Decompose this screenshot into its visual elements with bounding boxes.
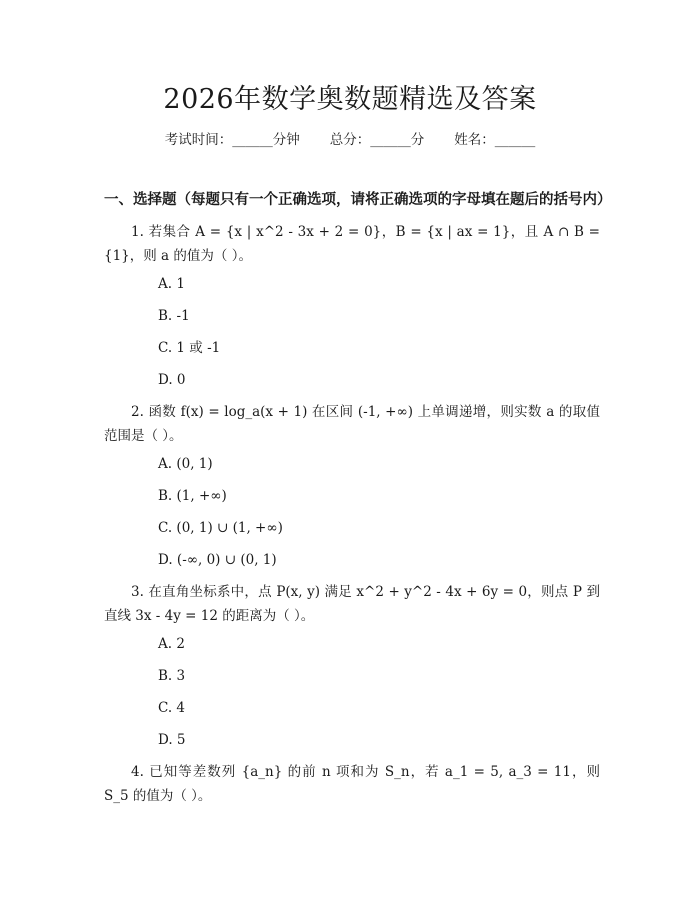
total-score	[330, 130, 425, 150]
q2-option-c: C. (0, 1) ∪ (1, +∞)	[158, 520, 283, 536]
student-name-blank: ______	[494, 132, 536, 148]
exam-meta	[0, 130, 700, 150]
total-score-blank: ______分	[370, 132, 425, 148]
q1-option-b: B. -1	[158, 308, 190, 324]
q3-option-d: D. 5	[158, 732, 186, 748]
student-name-label: 姓名：	[454, 132, 495, 148]
q2-option-a: A. (0, 1)	[158, 456, 213, 472]
question-1: 1. 若集合 A = {x | x^2 - 3x + 2 = 0}，B = {x | ax = 1}，且 A ∩ B = {1}，则 a 的值为（ ）。	[104, 224, 600, 264]
exam-time-blank: ______分钟	[232, 132, 300, 148]
exam-time-label: 考试时间：	[164, 132, 233, 148]
q2-option-b: B. (1, +∞)	[158, 488, 227, 504]
q1-option-a: A. 1	[158, 276, 185, 292]
question-4: 4. 已知等差数列 {a_n} 的前 n 项和为 S_n，若 a_1 = 5, a_3 = 11，则 S_5 的值为（ ）。	[104, 764, 600, 804]
question-3: 3. 在直角坐标系中，点 P(x, y) 满足 x^2 + y^2 - 4x + 6y = 0，则点 P 到直线 3x - 4y = 12 的距离为（ ）。	[104, 584, 600, 624]
q3-option-a: A. 2	[158, 636, 185, 652]
q1-option-d: D. 0	[158, 372, 186, 388]
q3-option-b: B. 3	[158, 668, 186, 684]
section-heading: 一、选择题（每题只有一个正确选项，请将正确选项的字母填在题后的括号内）	[104, 191, 612, 208]
q2-option-d: D. (-∞, 0) ∪ (0, 1)	[158, 552, 277, 568]
student-name	[454, 130, 535, 150]
question-2: 2. 函数 f(x) = log_a(x + 1) 在区间 (-1, +∞) 上单调递增，则实数 a 的取值范围是（ ）。	[104, 404, 600, 444]
q3-option-c: C. 4	[158, 700, 186, 716]
document-title: 2026年数学奥数题精选及答案	[163, 84, 537, 115]
exam-time	[165, 130, 300, 150]
q1-option-c: C. 1 或 -1	[158, 340, 221, 356]
total-score-label: 总分：	[329, 132, 371, 148]
